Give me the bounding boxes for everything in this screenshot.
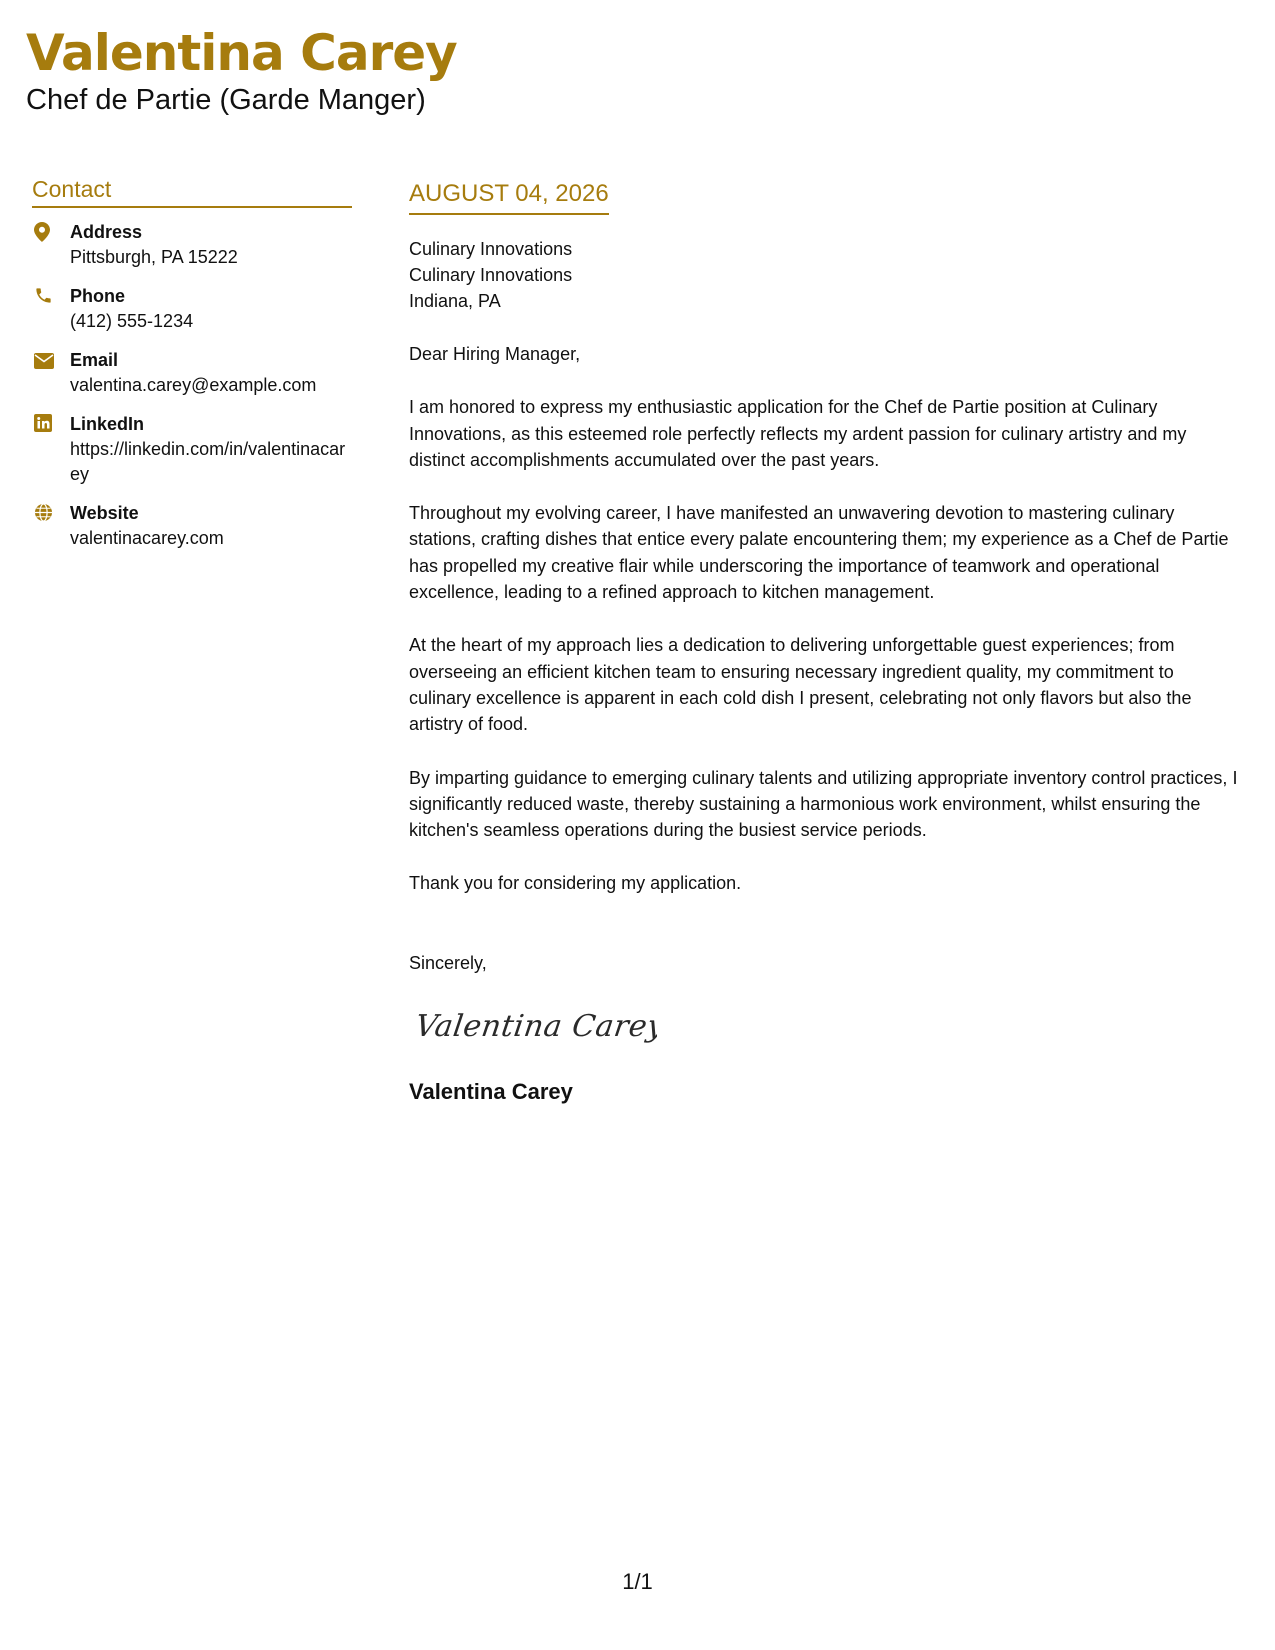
letter-date: AUGUST 04, 2026 xyxy=(409,178,609,215)
paragraph: By imparting guidance to emerging culinary talents and utilizing appropriate inventory control practices, I significantly reduced waste, thereby sustaining a harmonious work environment, whilst ensuring the kitchen's seamless operations during the busiest service periods. xyxy=(409,767,1238,841)
map-pin-icon xyxy=(32,220,70,270)
globe-icon xyxy=(32,501,70,551)
paragraph: Throughout my evolving career, I have manifested an unwavering devotion to mastering culinary stations, crafting dishes that entice every palate encountering them; my experience as a Chef de Partie has propelled my creative flair while underscoring the importance of teamwork and operational excellence, leading to a refined approach to kitchen management. xyxy=(409,503,1229,603)
svg-text:Valentina Carey: Valentina Carey xyxy=(417,1008,657,1044)
job-title: Chef de Partie (Garde Manger) xyxy=(26,84,426,116)
address-value: Pittsburgh, PA 15222 xyxy=(70,247,238,267)
phone-value: (412) 555-1234 xyxy=(70,311,194,331)
phone-label: Phone xyxy=(70,286,126,306)
contact-heading: Contact xyxy=(32,174,352,208)
contact-item-email xyxy=(32,348,352,398)
recipient-line: Indiana, PA xyxy=(409,291,501,311)
paragraph: At the heart of my approach lies a dedication to delivering unforgettable guest experiences; from overseeing an efficient kitchen team to ensuring necessary ingredient quality, my commitment to culinary excellence is apparent in each cold dish I present, celebrating not only flavors but also the artistry of food. xyxy=(409,635,1192,735)
page-number: 1/1 xyxy=(622,1569,653,1594)
contact-item-linkedin xyxy=(32,412,352,487)
letter-body xyxy=(409,178,1239,1107)
email-label: Email xyxy=(70,350,119,370)
recipient-line: Culinary Innovations xyxy=(409,265,573,285)
phone-icon xyxy=(32,284,70,334)
contact-item-address xyxy=(32,220,352,270)
contact-item-phone xyxy=(32,284,352,334)
email-value: valentina.carey@example.com xyxy=(70,375,317,395)
address-label: Address xyxy=(70,222,143,242)
contact-sidebar xyxy=(32,174,352,565)
website-label: Website xyxy=(70,503,139,523)
paragraph: Thank you for considering my application. xyxy=(409,873,742,894)
linkedin-label: LinkedIn xyxy=(70,414,145,434)
closing: Sincerely, xyxy=(409,952,487,973)
envelope-icon xyxy=(32,348,70,398)
signer-name: Valentina Carey xyxy=(409,1078,573,1104)
handwritten-signature xyxy=(417,1002,1239,1055)
linkedin-value[interactable]: https://linkedin.com/in/valentinacarey xyxy=(70,439,346,484)
applicant-name: Valentina Carey xyxy=(26,24,457,82)
salutation: Dear Hiring Manager, xyxy=(409,344,581,364)
contact-item-website xyxy=(32,501,352,551)
recipient-block xyxy=(409,236,1239,314)
paragraph: I am honored to express my enthusiastic application for the Chef de Partie position at Culinary Innovations, as this esteemed role perfectly reflects my ardent passion for culinary artistry and my distinct accomplishments accumulated over the past years. xyxy=(409,397,1187,470)
website-value[interactable]: valentinacarey.com xyxy=(70,528,224,548)
recipient-line: Culinary Innovations xyxy=(409,239,573,259)
linkedin-icon xyxy=(32,412,70,487)
